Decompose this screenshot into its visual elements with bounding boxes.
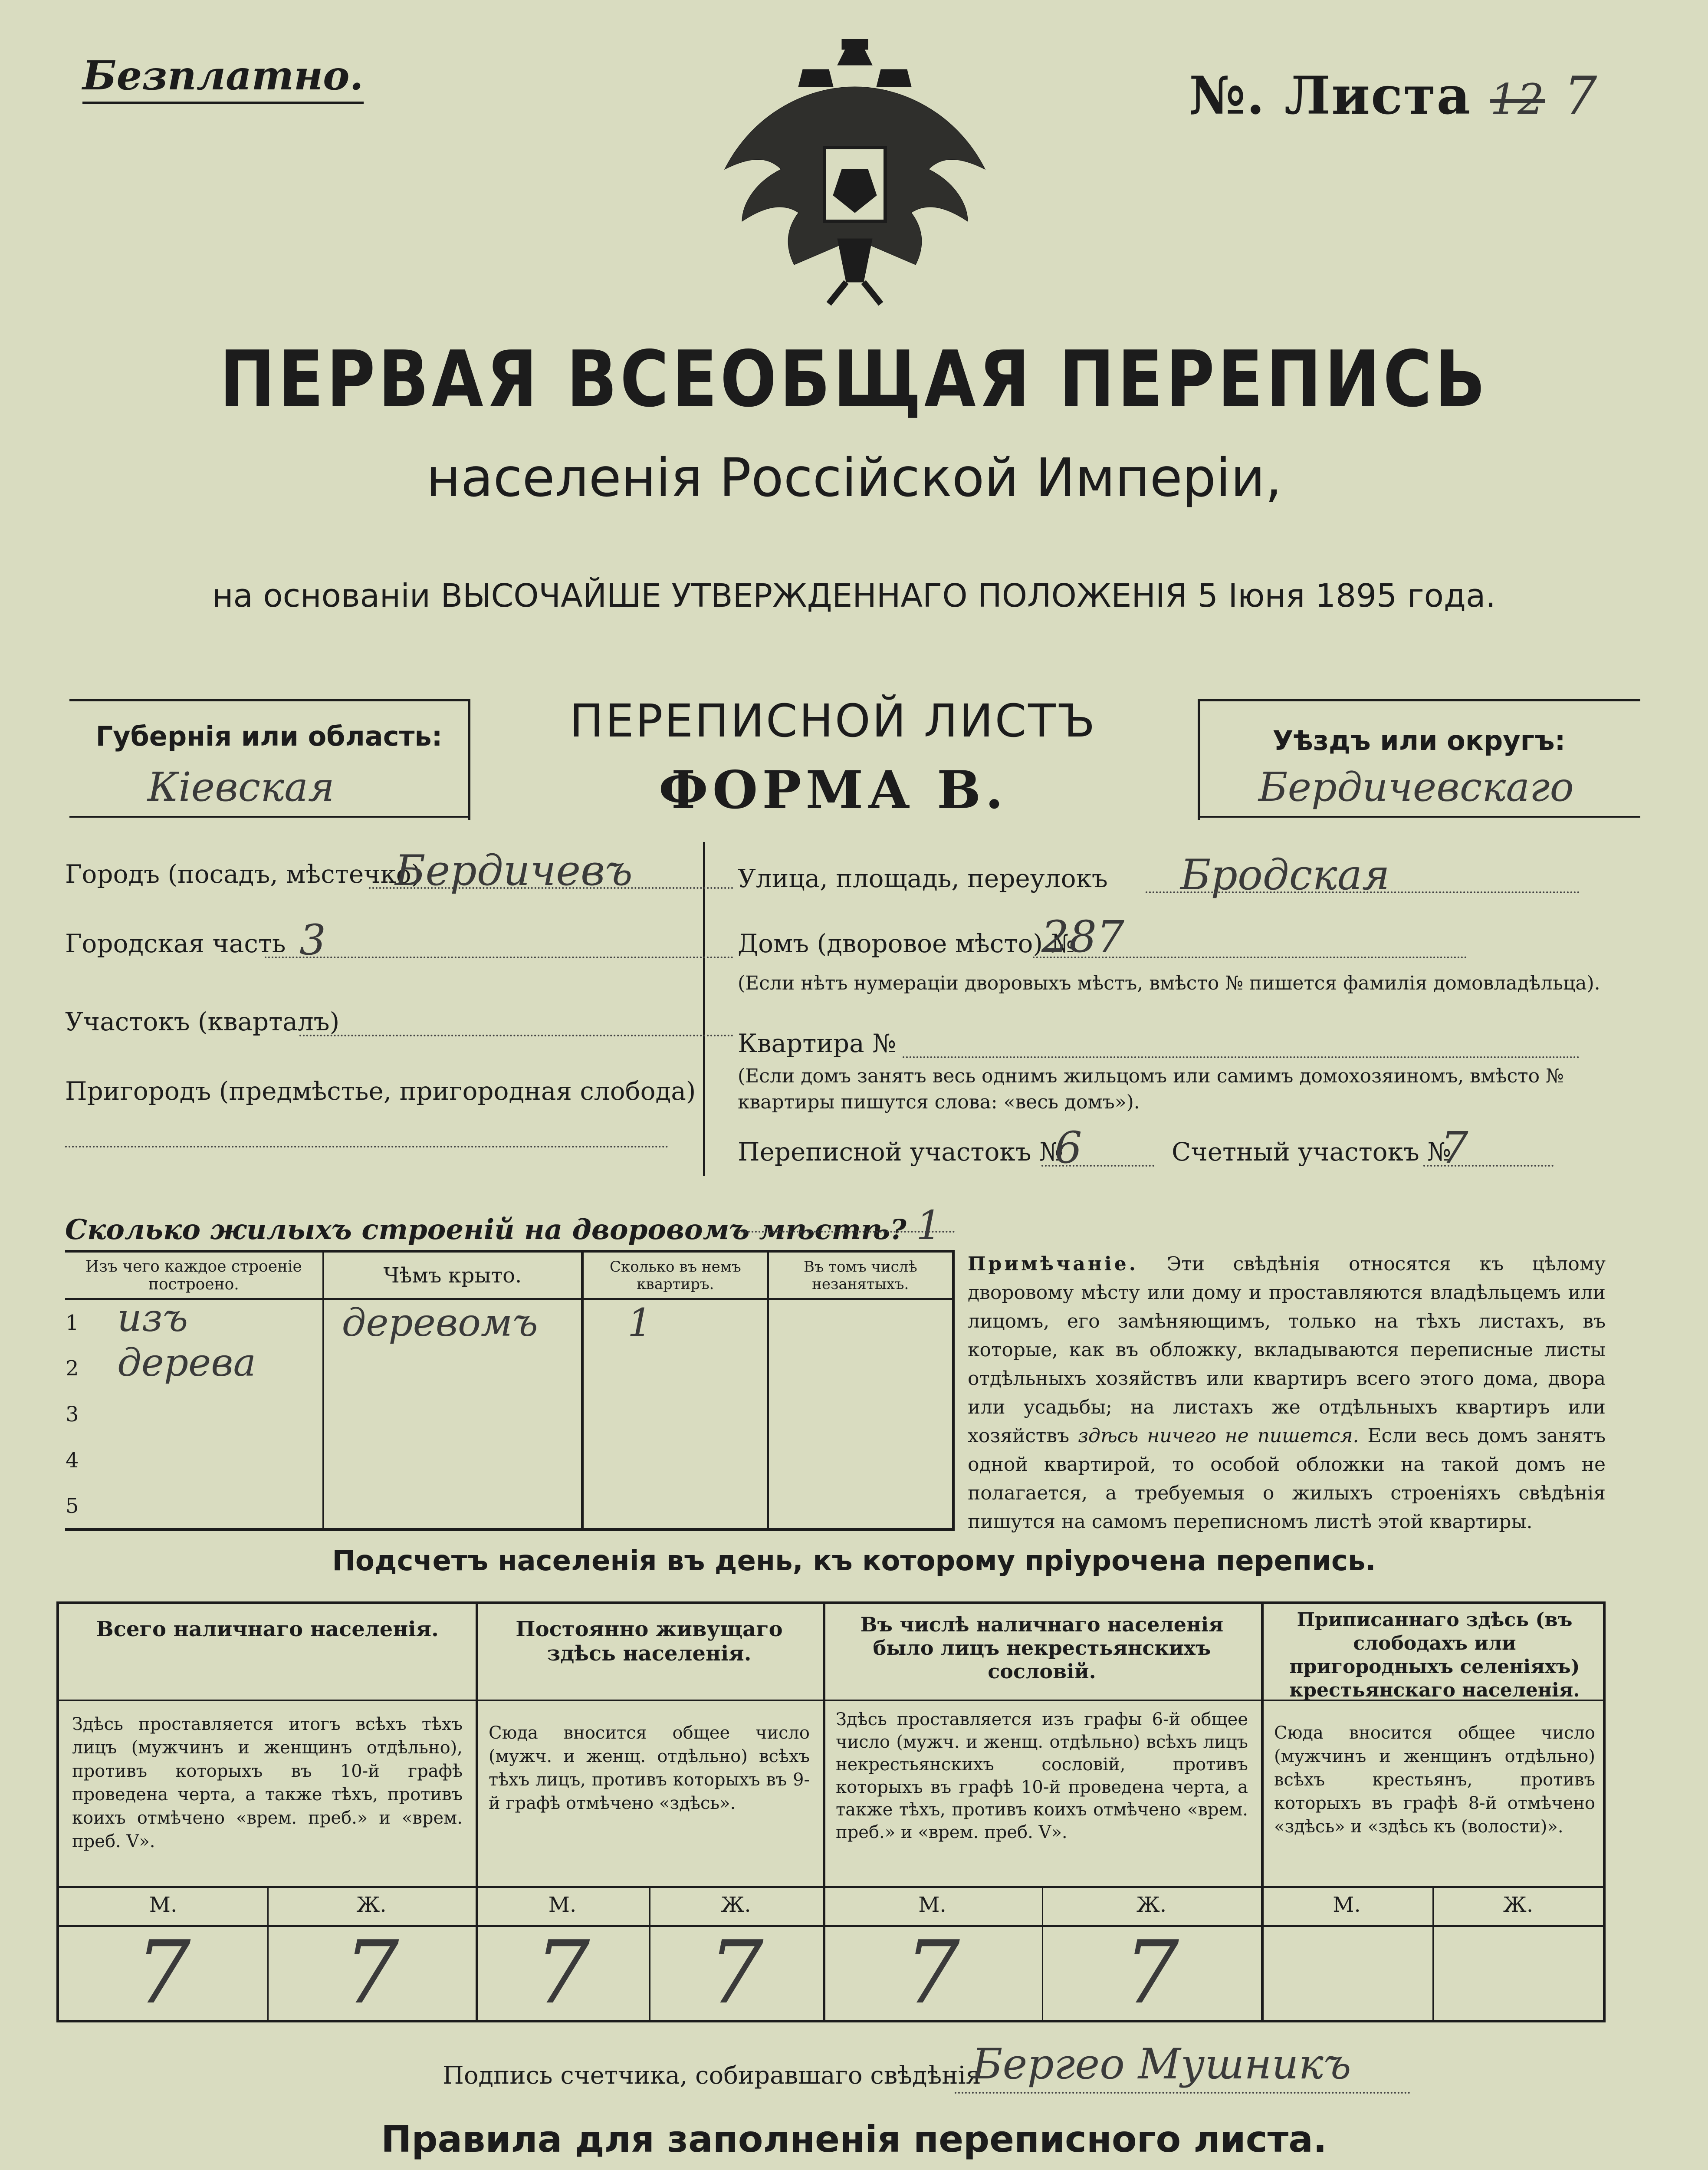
double-headed-eagle-icon [716, 39, 994, 308]
tally-col3-desc: Здѣсь проставляется изъ графы 6-й общее число (мужч. и женщ. отдѣльно) всѣхъ лицъ некрестьянскихъ сословій, противъ которыхъ въ графѣ 10-й проведена черта, а также тѣхъ, противъ коихъ отмѣчено «врем. преб.» и «врем. преб. V». [836, 1710, 1248, 1842]
census-area-value: 6 [1054, 1122, 1082, 1173]
house-note: (Если нѣтъ нумераціи дворовыхъ мѣстъ, вмѣсто № пишется фамилія домовладѣльца). [738, 972, 1600, 994]
street-label: Улица, площадь, переулокъ [738, 864, 1108, 893]
count-area-label: Счетный участокъ № [1172, 1137, 1452, 1167]
row-number: 2 [66, 1356, 79, 1381]
tally-col2-desc: Сюда вносится общее число (мужч. и женщ. отдѣльно) всѣхъ тѣхъ лицъ, противъ которыхъ въ 9-й графѣ отмѣчено «здѣсь». [489, 1723, 810, 1813]
form-title: ПЕРЕПИСНОЙ ЛИСТЪ [569, 694, 1097, 747]
tally-col4-desc: Сюда вносится общее число (мужчинъ и женщинъ отдѣльно) всѣхъ крестьянъ, противъ которыхъ въ графѣ 8-й отмѣчено «здѣсь» и «здѣсь къ (волости)». [1274, 1723, 1595, 1837]
row1-material: изъ дерева [117, 1295, 256, 1385]
form-letter: ФОРМА В. [658, 760, 1008, 821]
precinct-label: Участокъ (кварталъ) [65, 1007, 340, 1036]
apartment-label: Квартира № [738, 1029, 897, 1058]
female-label: Ж. [1136, 1893, 1167, 1917]
tally-title: Подсчетъ населенія въ день, къ которому пріурочена перепись. [332, 1545, 1376, 1577]
row1-roof: деревомъ [342, 1300, 538, 1345]
rules-title: Правила для заполненія переписного листа. [381, 2118, 1327, 2160]
female-label: Ж. [1503, 1893, 1534, 1917]
tally-col4-head: Приписаннаго здѣсь (въ слободахъ или пригородныхъ селеніяхъ) крестьянскаго населенія. [1289, 1609, 1580, 1701]
tally-table [56, 1601, 1606, 2022]
free-label: Безплатно. [82, 52, 364, 104]
house-label: Домъ (дворовое мѣсто) № [738, 929, 1075, 958]
page-title: ПЕРВАЯ ВСЕОБЩАЯ ПЕРЕПИСЬ [220, 334, 1489, 424]
female-label: Ж. [356, 1893, 387, 1917]
city-value: Бердичевъ [395, 846, 633, 895]
signature-label: Подпись счетчика, собиравшаго свѣдѣнія [443, 2062, 981, 2090]
tally-value: 7 [344, 1922, 399, 2023]
tally-col1-head: Всего наличнаго населенія. [96, 1617, 439, 1641]
census-area-field [738, 1122, 1606, 1176]
col-apartments-header: Сколько въ немъ квартиръ. [582, 1251, 768, 1299]
sheet-number-label: №. Листа [1189, 65, 1472, 126]
city-label: Городъ (посадъ, мѣстечко) [65, 859, 421, 889]
row1-apartments: 1 [627, 1300, 652, 1345]
note-title: Примѣчаніе. [968, 1253, 1139, 1275]
signature-value: Бергео Мушникъ [972, 2040, 1351, 2088]
buildings-question-label: Сколько жилыхъ строеній на дворовомъ мѣстѣ? [65, 1213, 907, 1246]
city-field [65, 846, 664, 895]
row-number: 3 [66, 1402, 79, 1427]
house-value: 287 [1041, 911, 1124, 962]
page-subtitle: населенія Россійской Имперіи, [426, 447, 1282, 509]
female-label: Ж. [721, 1893, 751, 1917]
city-part-value: 3 [299, 916, 326, 964]
note-emph: здѣсь ничего не пишется. [1078, 1425, 1359, 1447]
tally-value: 7 [904, 1922, 960, 2023]
col-roof-header: Чѣмъ крыто. [323, 1251, 583, 1299]
male-label: М. [918, 1893, 946, 1917]
suburb-field [65, 1076, 707, 1154]
col-material-header: Изъ чего каждое строеніе построено. [65, 1251, 323, 1299]
tally-col1-desc: Здѣсь проставляется итогъ всѣхъ тѣхъ лицъ (мужчинъ и женщинъ отдѣльно), противъ которыхъ въ 10-й графѣ проведена черта, а также тѣхъ, противъ коихъ отмѣчено «врем. преб.» и «врем. преб. V». [72, 1714, 463, 1851]
district-value: Бердичевскаго [1258, 764, 1574, 810]
row-number: 1 [66, 1310, 79, 1335]
district-label: Уѣздъ или округъ: [1272, 725, 1566, 756]
census-area-label: Переписной участокъ № [738, 1137, 1063, 1167]
basis-line: на основаніи ВЫСОЧАЙШЕ УТВЕРЖДЕННАГО ПОЛОЖЕНІЯ 5 Іюня 1895 года. [212, 577, 1496, 615]
sheet-number-value: 7 [1564, 66, 1598, 126]
table-row [65, 1299, 953, 1345]
suburb-label: Пригородъ (предмѣстье, пригородная слобода) [65, 1076, 696, 1106]
table-row [65, 1437, 953, 1483]
male-label: М. [149, 1893, 177, 1917]
tally-value: 7 [535, 1922, 590, 2023]
tally-col2-head: Постоянно живущаго здѣсь населенія. [516, 1617, 783, 1666]
city-part-label: Городская часть [65, 929, 286, 958]
sheet-number-struck: 12 [1490, 75, 1545, 124]
street-value: Бродская [1180, 851, 1390, 899]
male-label: М. [548, 1893, 577, 1917]
tally-value: 7 [708, 1922, 764, 2023]
precinct-field [65, 1007, 664, 1042]
street-field [738, 851, 1606, 903]
tally-value: 7 [135, 1922, 191, 2023]
sheet-number [1189, 65, 1598, 126]
male-label: М. [1333, 1893, 1361, 1917]
buildings-question [65, 1202, 942, 1249]
note-text-1: Эти свѣдѣнія относятся къ цѣлому дворовому мѣсту или дому и проставляются владѣльцемъ или лицомъ, его замѣняющимъ, только на тѣхъ листахъ, въ которые, как въ обложку, вкладываются переписные листы отдѣльныхъ хозяйствъ или квартиръ всего этого дома, двора или усадьбы; на листахъ же отдѣльныхъ квартиръ или хозяйствъ [968, 1253, 1606, 1447]
note-text-2: Если весь домъ занятъ одной квартирой, то особой обложки на такой домъ не полагается, а требуемыя о жилыхъ строеніяхъ свѣдѣнія пишутся на самомъ переписномъ листѣ этой квартиры. [968, 1425, 1606, 1533]
apartment-field [738, 1029, 1606, 1063]
buildings-note [968, 1250, 1606, 1536]
table-row [65, 1391, 953, 1437]
row-number: 5 [65, 1483, 323, 1529]
tally-col3-head: Въ числѣ наличнаго населенія было лицъ некрестьянскихъ сословій. [860, 1613, 1224, 1683]
tally-value: 7 [1123, 1922, 1179, 2023]
city-part-field [65, 916, 664, 964]
count-area-value: 7 [1441, 1122, 1468, 1173]
apartment-note: (Если домъ занятъ весь однимъ жильцомъ или самимъ домохозяиномъ, вмѣсто № квартиры пишутся слова: «весь домъ»). [738, 1065, 1564, 1113]
buildings-answer: 1 [916, 1202, 942, 1249]
table-row [65, 1483, 953, 1529]
col-vacant-header: Въ томъ числѣ незанятыхъ. [768, 1251, 953, 1299]
row-number: 4 [66, 1448, 79, 1473]
house-field [738, 911, 1606, 968]
buildings-table [65, 1250, 955, 1531]
province-value: Кіевская [148, 764, 335, 810]
province-label: Губернія или область: [95, 720, 443, 752]
